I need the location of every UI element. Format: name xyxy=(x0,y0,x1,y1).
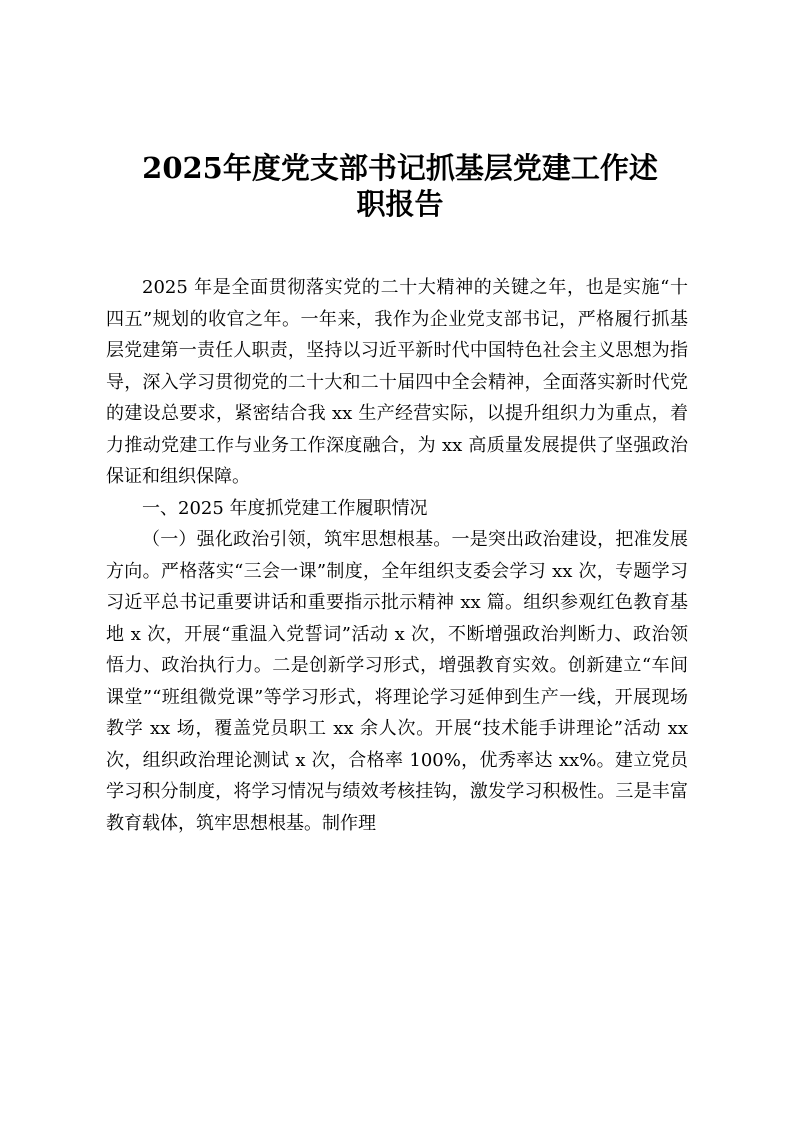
document-body xyxy=(106,272,688,839)
intro-paragraph: 2025 年是全面贯彻落实党的二十大精神的关键之年，也是实施“十四五”规划的收官之年。一年来，我作为企业党支部书记，严格履行抓基层党建第一责任人职责，坚持以习近平新时代中国特色社会主义思想为指导，深入学习贯彻党的二十大和二十届四中全会精神，全面落实新时代党的建设总要求，紧密结合我 xx 生产经营实际，以提升组织力为重点，着力推动党建工作与业务工作深度融合，为 xx 高质量发展提供了坚强政治保证和组织保障。 xyxy=(106,277,688,487)
section-1-paragraph-1: （一）强化政治引领，筑牢思想根基。一是突出政治建设，把准发展方向。严格落实“三会一课”制度，全年组织支委会学习 xx 次，专题学习习近平总书记重要讲话和重要指示批示精神 xx 篇。组织参观红色教育基地 x 次，开展“重温入党誓词”活动 x 次，不断增强政治判断力、政治领悟力、政治执行力。二是创新学习形式，增强教育实效。创新建立“车间课堂”“班组微党课”等学习形式，将理论学习延伸到生产一线，开展现场教学 xx 场，覆盖党员职工 xx 余人次。开展“技术能手讲理论”活动 xx 次，组织政治理论测试 x 次，合格率 100%，优秀率达 xx%。建立党员学习积分制度，将学习情况与绩效考核挂钩，激发学习积极性。三是丰富教育载体，筑牢思想根基。制作理 xyxy=(106,529,688,834)
title-line-2: 职报告 xyxy=(356,187,444,221)
title-line-1: 2025年度党支部书记抓基层党建工作述 xyxy=(142,151,658,185)
section-1-heading: 一、2025 年度抓党建工作履职情况 xyxy=(142,497,428,519)
document-title xyxy=(100,150,700,222)
